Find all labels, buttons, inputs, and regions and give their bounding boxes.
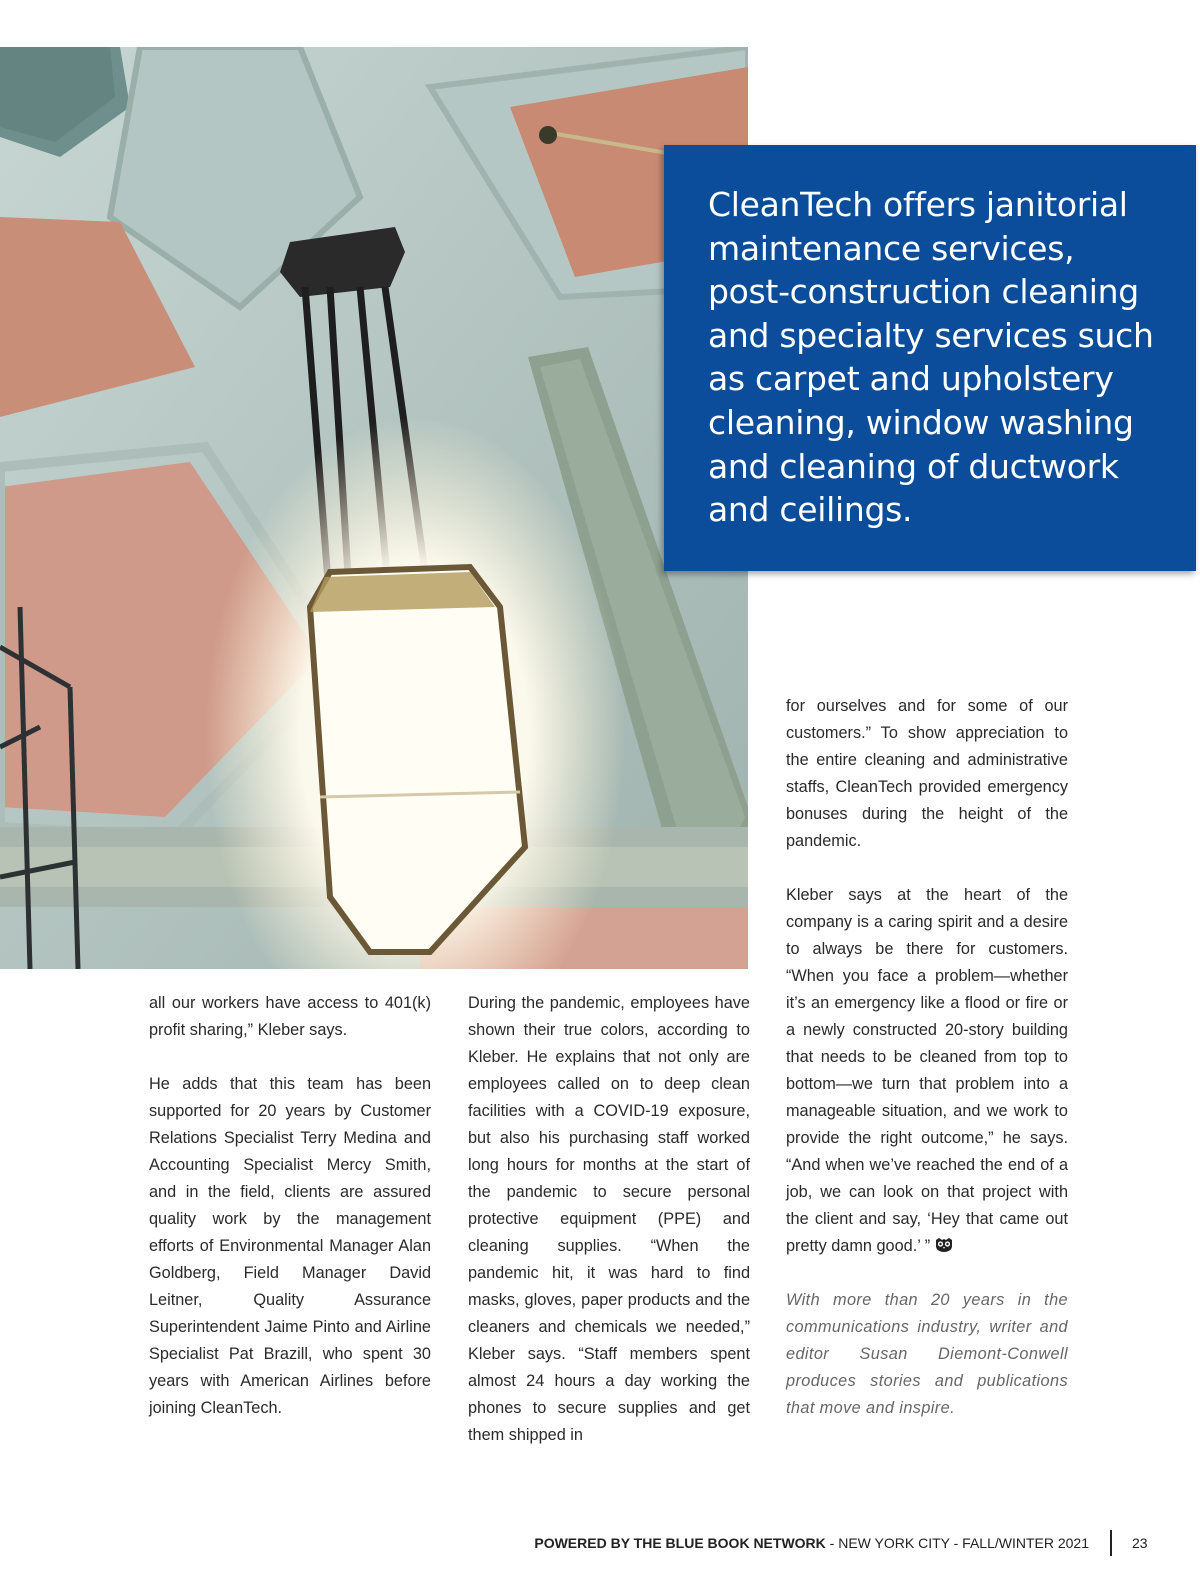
pull-quote-box [664,145,1196,571]
article-column-2 [468,990,750,1449]
footer-issue: - NEW YORK CITY - FALL/WINTER 2021 [825,1535,1089,1551]
chandelier-photo [0,47,748,969]
footer-brand: POWERED BY THE BLUE BOOK NETWORK [534,1535,826,1551]
paragraph: He adds that this team has been supported for 20 years by Customer Relations Specialist Terry Medina and Accounting Specialist Mercy Smith, and in the field, clients are assured quality work by the management efforts of Environmental Manager Alan Goldberg, Field Manager David Leitner, Quality Assurance Superintendent Jaime Pinto and Airline Specialist Pat Brazill, who spent 30 years with American Airlines before joining CleanTech. [149,1075,431,1417]
paragraph-with-end-mark [786,882,1068,1260]
pull-quote-text: CleanTech offers janitorial maintenance services, post-construction cleaning and specialty services such as carpet and upholstery cleaning, window washing and cleaning of ductwork and ceilings. [708,185,1154,530]
paragraph-text: Kleber says at the heart of the company is a caring spirit and a desire to always be there for customers. “When you face a problem—whether it’s an emergency like a flood or fire or a newly constructed 20-story building that needs to be cleaned from top to bottom—we turn that problem into a manageable situation, and we work to provide the right outcome,” he says. “And when we’ve reached the end of a job, we can look on that project with the client and say, ‘Hey that came out pretty damn good.’ ” [786,886,1068,1255]
article-column-3 [786,693,1068,1422]
page-number: 23 [1132,1535,1148,1551]
author-bio: With more than 20 years in the communications industry, writer and editor Susan Diemont-Conwell produces stories and publications that move and inspire. [786,1291,1068,1417]
paragraph: for ourselves and for some of our customers.” To show appreciation to the entire cleaning and administrative staffs, CleanTech provided emergency bonuses during the height of the pandemic. [786,697,1068,850]
article-column-1 [149,990,431,1422]
paragraph: all our workers have access to 401(k) profit sharing,” Kleber says. [149,994,431,1039]
footer-divider [1110,1530,1112,1556]
paragraph: During the pandemic, employees have shown their true colors, according to Kleber. He explains that not only are employees called on to deep clean facilities with a COVID-19 exposure, but also his purchasing staff worked long hours for months at the start of the pandemic to secure personal protective equipment (PPE) and cleaning supplies. “When the pandemic hit, it was hard to find masks, gloves, paper products and the cleaners and chemicals we needed,” Kleber says. “Staff members spent almost 24 hours a day working the phones to secure supplies and get them shipped in [468,994,750,1444]
footer-line [534,1535,1089,1551]
owl-icon [934,1237,954,1253]
